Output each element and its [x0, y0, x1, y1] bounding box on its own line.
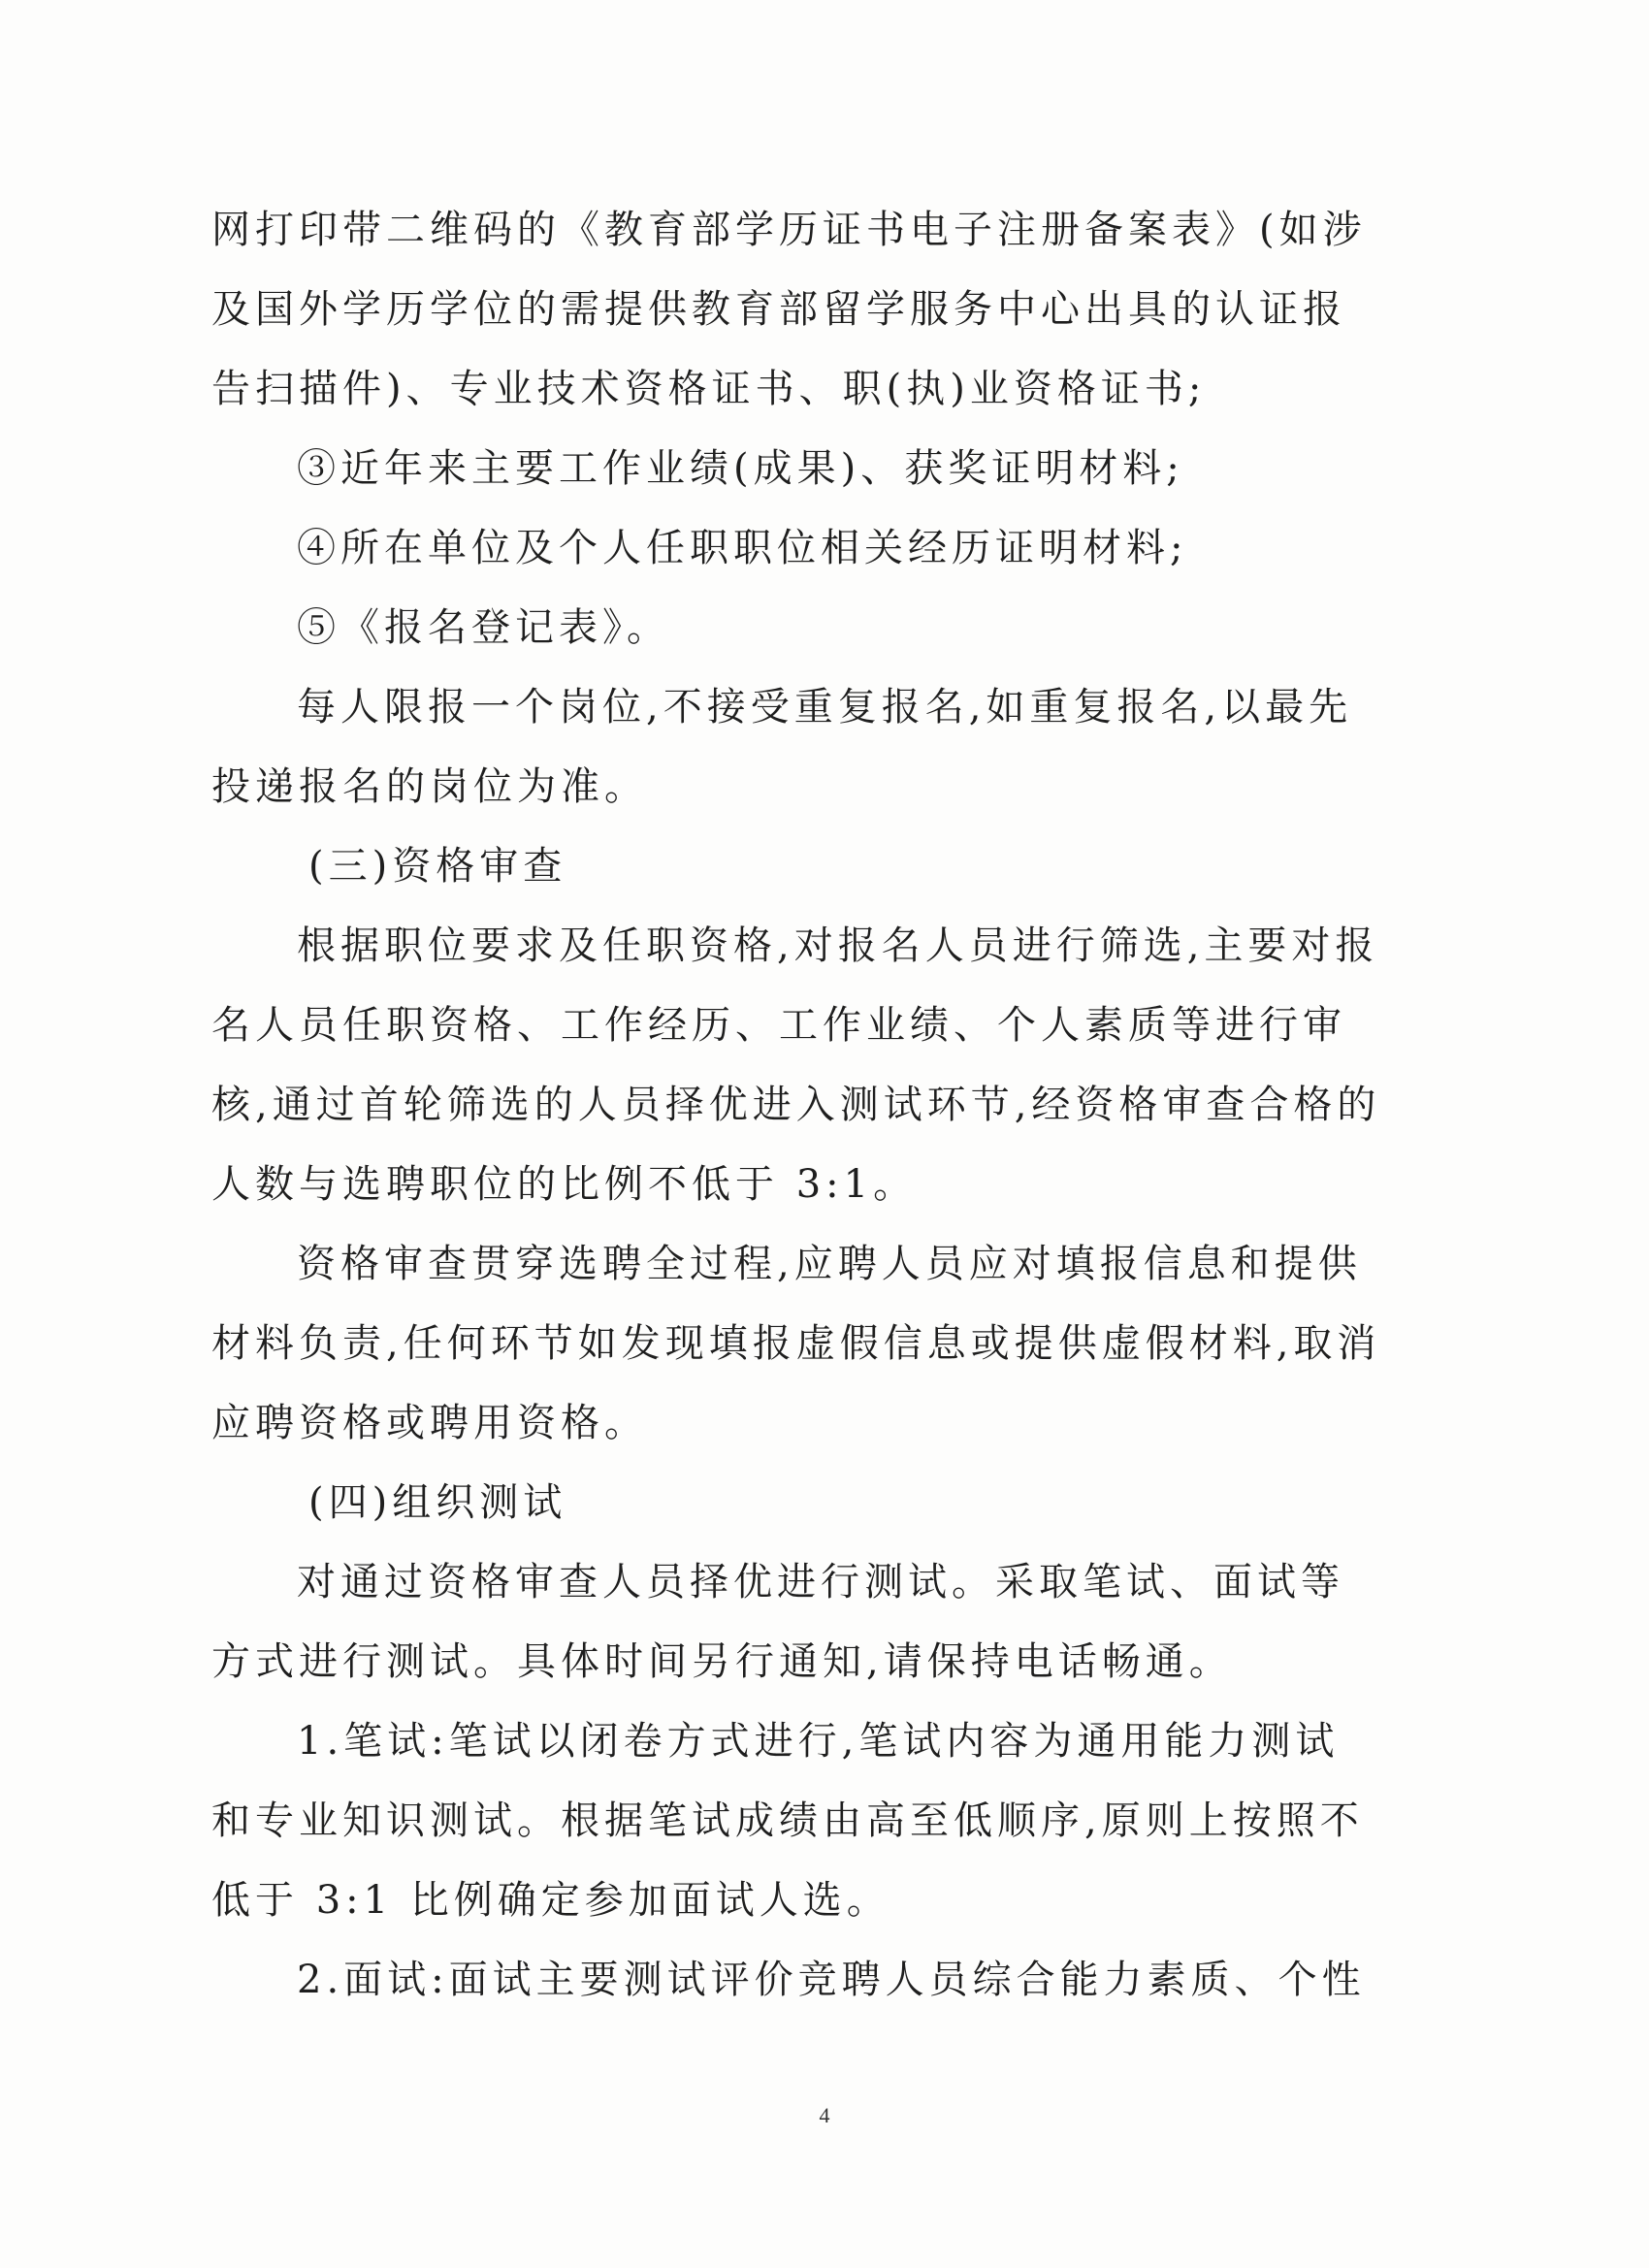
paragraph-screening: 根据职位要求及任职资格,对报名人员进行筛选,主要对报名人员任职资格、工作经历、工作业绩、个人素质等进行审核,通过首轮筛选的人员择优进入测试环节,经资格审查合格的人数与选聘职位的比例不低于 3:1。: [211, 923, 1381, 1207]
document-body: [211, 190, 1381, 2020]
paragraph-item-4: ④所在单位及个人任职职位相关经历证明材料;: [297, 526, 1188, 570]
paragraph-interview: 2.面试:面试主要测试评价竞聘人员综合能力素质、个性: [297, 1958, 1366, 2002]
paragraph-one-position-rule: 每人限报一个岗位,不接受重复报名,如重复报名,以最先投递报名的岗位为准。: [211, 685, 1353, 809]
paragraph-testing-method: 对通过资格审查人员择优进行测试。采取笔试、面试等方式进行测试。具体时间另行通知,请保持电话畅通。: [211, 1560, 1344, 1684]
section-heading-qualification-review: (三)资格审查: [308, 844, 567, 889]
paragraph-written-test: 1.笔试:笔试以闭卷方式进行,笔试内容为通用能力测试和专业知识测试。根据笔试成绩由高至低顺序,原则上按照不低于 3:1 比例确定参加面试人选。: [211, 1719, 1364, 1923]
paragraph-item-5: ⑤《报名登记表》。: [297, 605, 670, 650]
page-number: 4: [819, 2103, 830, 2127]
section-heading-organize-tests: (四)组织测试: [308, 1480, 567, 1525]
paragraph-materials-continued: 网打印带二维码的《教育部学历证书电子注册备案表》(如涉及国外学历学位的需提供教育部留学服务中心出具的认证报告扫描件)、专业技术资格证书、职(执)业资格证书;: [211, 208, 1367, 411]
paragraph-item-3: ③近年来主要工作业绩(成果)、获奖证明材料;: [297, 446, 1184, 491]
paragraph-review-whole-process: 资格审查贯穿选聘全过程,应聘人员应对填报信息和提供材料负责,任何环节如发现填报虚假信息或提供虚假材料,取消应聘资格或聘用资格。: [211, 1242, 1381, 1445]
